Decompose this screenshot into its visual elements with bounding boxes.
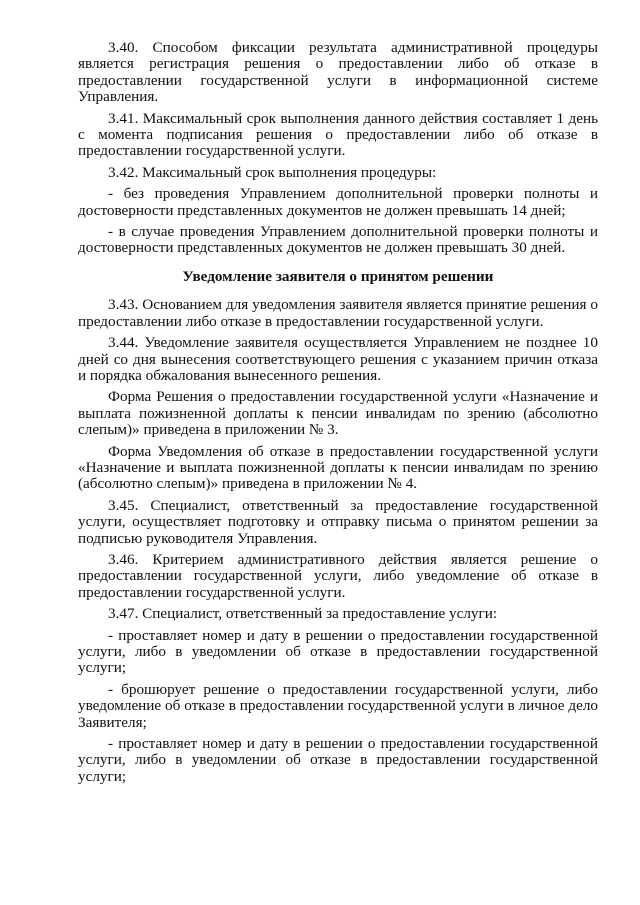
paragraph-form-refusal: Форма Уведомления об отказе в предоставлении государственной услуги «Назначение и выплата пожизненной доплаты к пенсии инвалидам по зрению (абсолютно слепым)» приведена в приложении № 4. <box>78 442 598 493</box>
paragraph-3-42: 3.42. Максимальный срок выполнения процедуры: <box>108 163 437 181</box>
paragraph-3-44: 3.44. Уведомление заявителя осуществляется Управлением не позднее 10 дней со дня вынесения соответствующего решения с указанием причин отказа и порядка обжалования вынесенного решения. <box>78 334 598 384</box>
list-item-brochure: - брошюрует решение о предоставлении государственной услуги, либо уведомление об отказе в предоставлении государственной услуги в личное дело Заявителя; <box>78 680 598 731</box>
paragraph-form-decision: Форма Решения о предоставлении государственной услуги «Назначение и выплата пожизненной доплаты к пенсии инвалидам по зрению (абсолютно слепым)» приведена в приложении № 3. <box>78 388 598 439</box>
list-item-14-days: - без проведения Управлением дополнительной проверки полноты и достоверности представленных документов не должен превышать 14 дней; <box>78 185 598 219</box>
list-item-number-date: - проставляет номер и дату в решении о предоставлении государственной услуги, либо в уведомлении об отказе в предоставлении государственной услуги; <box>78 626 598 677</box>
paragraph-3-46: 3.46. Критерием административного действия является решение о предоставлении государственной услуги, либо уведомление об отказе в предоставлении государственной услуги. <box>78 550 598 601</box>
paragraph-3-43: 3.43. Основанием для уведомления заявителя является принятие решения о предоставлении либо отказе в предоставлении государственной услуги. <box>78 296 598 330</box>
list-item-number-date-repeat: - проставляет номер и дату в решении о предоставлении государственной услуги, либо в уведомлении об отказе в предоставлении государственной услуги; <box>78 735 598 785</box>
document-body <box>78 40 598 790</box>
section-heading: Уведомление заявителя о принятом решении <box>182 267 494 285</box>
paragraph-3-47: 3.47. Специалист, ответственный за предоставление услуги: <box>108 605 498 623</box>
paragraph-3-45: 3.45. Специалист, ответственный за предоставление государственной услуги, осуществляет подготовку и отправку письма о принятом решении за подписью руководителя Управления. <box>78 496 598 547</box>
paragraph-3-40: 3.40. Способом фиксации результата административной процедуры является регистрация решения о предоставлении либо об отказе в предоставлении государственной услуги в информационной системе Управления. <box>78 39 598 106</box>
paragraph-3-41: 3.41. Максимальный срок выполнения данного действия составляет 1 день с момента подписания решения о предоставлении либо об отказе в предоставлении государственной услуги. <box>78 109 598 160</box>
list-item-30-days: - в случае проведения Управлением дополнительной проверки полноты и достоверности представленных документов не должен превышать 30 дней. <box>78 223 598 257</box>
